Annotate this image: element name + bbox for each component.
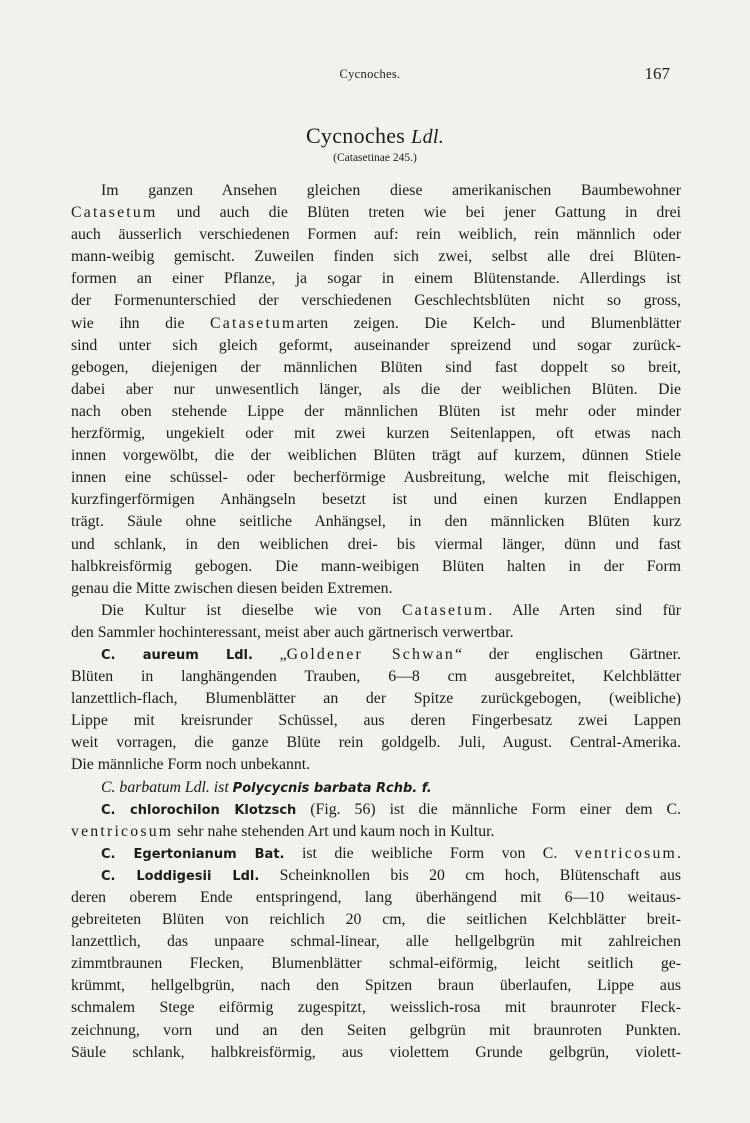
- text-line: Die männliche Form noch unbekannt.: [71, 756, 311, 774]
- text-line: lanzettlich-flach, Blumenblätter an der Spitze zurückgebogen, (weibliche): [71, 690, 681, 708]
- genus-subtitle: (Catasetinae 245.): [333, 152, 417, 164]
- text-line: formen an einer Pflanze, ja sogar in einem Blütenstande. Allerdings ist: [71, 270, 681, 288]
- text-line: sind unter sich gleich geformt, auseinander spreizend und sogar zurück-: [71, 336, 681, 354]
- text-line: gebreiteten Blüten von reichlich 20 cm, die seitlichen Kelchblätter breit-: [71, 911, 681, 929]
- species-entry-aureum: C. aureum Ldl. „Goldener Schwan“ der englischen Gärtner.: [101, 645, 682, 663]
- body-text: [71, 180, 681, 1064]
- text-line: genau die Mitte zwischen diesen beiden Extremen.: [71, 579, 393, 597]
- text-line: der Formenunterschied der verschiedenen Geschlechtsblüten nicht so gross,: [71, 292, 681, 310]
- text-line: ventricosum sehr nahe stehenden Art und kaum noch in Kultur.: [71, 822, 495, 840]
- running-head-title: Cycnoches.: [339, 67, 401, 81]
- text-line: Säule schlank, halbkreisförmig, aus violettem Grunde gelbgrün, violett-: [71, 1043, 681, 1061]
- text-line: zimmtbraunen Flecken, Blumenblätter schmal-eiförmig, leicht seitlich ge-: [71, 955, 681, 973]
- text-line: Blüten in langhängenden Trauben, 6—8 cm ausgebreitet, Kelchblätter: [71, 668, 681, 686]
- text-line: Die Kultur ist dieselbe wie von Catasetum. Alle Arten sind für: [101, 601, 682, 619]
- species-entry-barbatum: C. barbatum Ldl. ist Polycycnis barbata Rchb. f.: [101, 778, 432, 796]
- genus-heading: [0, 123, 750, 149]
- page-number: 167: [644, 64, 670, 83]
- text-line: weit vorragen, die ganze Blüte rein goldgelb. Juli, August. Central-Amerika.: [71, 734, 681, 752]
- text-line: herzförmig, ungekielt oder mit zwei kurzen Seitenlappen, oft etwas nach: [71, 425, 681, 443]
- text-line: schmalem Stege eiförmig zugespitzt, weisslich-rosa mit braunroter Fleck-: [71, 999, 681, 1017]
- text-line: zeichnung, vorn und an den Seiten gelbgrün mit braunroten Punkten.: [71, 1021, 681, 1039]
- species-entry-loddigesii: C. Loddigesii Ldl. Scheinknollen bis 20 cm hoch, Blütenschaft aus: [101, 866, 681, 884]
- genus-name: Cycnoches: [305, 123, 406, 148]
- text-line: Lippe mit kreisrunder Schüssel, aus deren Fingerbesatz zwei Lappen: [71, 712, 681, 730]
- text-line: gebogen, diejenigen der männlichen Blüten sind fast doppelt so breit,: [71, 358, 681, 376]
- text-line: nach oben stehende Lippe der männlichen Blüten ist mehr oder minder: [71, 402, 681, 420]
- species-entry-egertonianum: C. Egertonianum Bat. ist die weibliche Form von C. ventricosum.: [101, 844, 681, 862]
- text-line: lanzettlich, das unpaare schmal-linear, alle hellgelbgrün mit zahlreichen: [71, 933, 681, 951]
- text-line: krümmt, hellgelbgrün, nach den Spitzen braun überlaufen, Lippe aus: [71, 977, 681, 995]
- text-line: mann-weibig gemischt. Zuweilen finden sich zwei, selbst alle drei Blüten-: [71, 248, 681, 266]
- text-line: und schlank, in den weiblichen drei- bis viermal länger, dünn und fast: [71, 535, 681, 553]
- text-line: halbkreisförmig gebogen. Die mann-weibigen Blüten halten in der Form: [71, 557, 681, 575]
- text-line: kurzfingerförmigen Anhängseln besetzt ist und einen kurzen Endlappen: [71, 491, 681, 509]
- species-entry-chlorochilon: C. chlorochilon Klotzsch (Fig. 56) ist die männliche Form einer dem C.: [101, 800, 681, 818]
- text-line: Im ganzen Ansehen gleichen diese amerikanischen Baumbewohner: [101, 182, 681, 199]
- text-line: innen eine schüssel- oder becherförmige Ausbreitung, welche mit fleischigen,: [71, 469, 681, 487]
- genus-author: Ldl.: [411, 126, 445, 148]
- text-line: trägt. Säule ohne seitliche Anhängsel, in den männlicken Blüten kurz: [71, 513, 681, 531]
- text-line: auch äusserlich verschiedenen Formen auf: rein weiblich, rein männlich oder: [71, 226, 681, 244]
- text-line: den Sammler hochinteressant, meist aber auch gärtnerisch verwertbar.: [71, 623, 514, 641]
- text-line: Catasetum und auch die Blüten treten wie bei jener Gattung in drei: [71, 204, 681, 222]
- text-line: wie ihn die Catasetumarten zeigen. Die Kelch- und Blumenblätter: [71, 314, 681, 332]
- text-line: dabei aber nur unwesentlich länger, als die der weiblichen Blüten. Die: [71, 380, 681, 398]
- text-line: deren oberem Ende entspringend, lang überhängend mit 6—10 weitaus-: [71, 889, 681, 906]
- text-line: innen vorgewölbt, die der weiblichen Blüten trägt auf kurzem, dünnen Stiele: [71, 447, 681, 465]
- running-head: [70, 64, 670, 84]
